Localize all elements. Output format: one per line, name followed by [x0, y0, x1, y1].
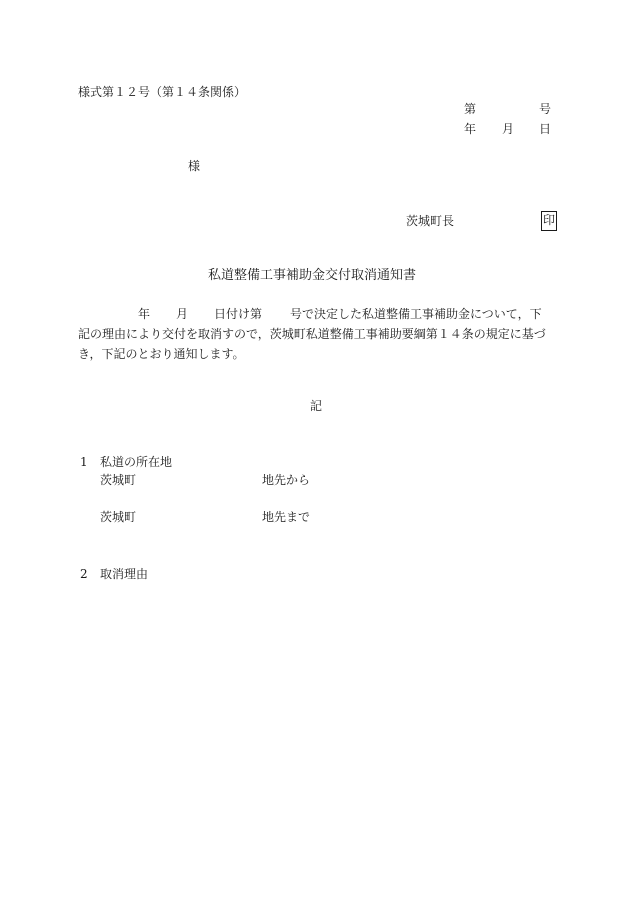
item1-label: 私道の所在地 [100, 455, 173, 469]
document-title: 私道整備工事補助金交付取消通知書 [208, 268, 417, 283]
item2-label: 取消理由 [100, 567, 149, 581]
to-label: 地先まで [262, 510, 311, 524]
body-paragraph [78, 304, 558, 364]
sender-name: 茨城町長 [406, 214, 455, 228]
recipient-suffix: 様 [188, 159, 201, 173]
seal-text: 印 [541, 211, 557, 231]
seal-mark [541, 211, 557, 231]
date-day: 日 [539, 122, 552, 136]
from-label: 地先から [262, 473, 311, 487]
body-line-1 [78, 304, 558, 324]
item2-number: 2 [80, 567, 88, 581]
body-date-label: 日付け第 [214, 307, 263, 321]
document-number-suffix: 号 [539, 102, 552, 116]
start-town: 茨城町 [100, 473, 137, 487]
body-line-3: き，下記のとおり通知します。 [78, 347, 245, 361]
form-number: 様式第１２号（第１４条関係） [78, 85, 247, 99]
date-year: 年 [464, 122, 477, 136]
body-line-2: 記の理由により交付を取消すので，茨城町私道整備工事補助要綱第１４条の規定に基づ [78, 327, 546, 341]
end-town: 茨城町 [100, 510, 137, 524]
body-line-1-text: 号で決定した私道整備工事補助金について，下 [290, 307, 542, 321]
body-year: 年 [138, 307, 151, 321]
date-month: 月 [502, 122, 515, 136]
body-month: 月 [176, 307, 189, 321]
item1-number: 1 [80, 455, 88, 469]
ki-heading: 記 [310, 399, 323, 413]
document-number-prefix: 第 [464, 102, 477, 116]
